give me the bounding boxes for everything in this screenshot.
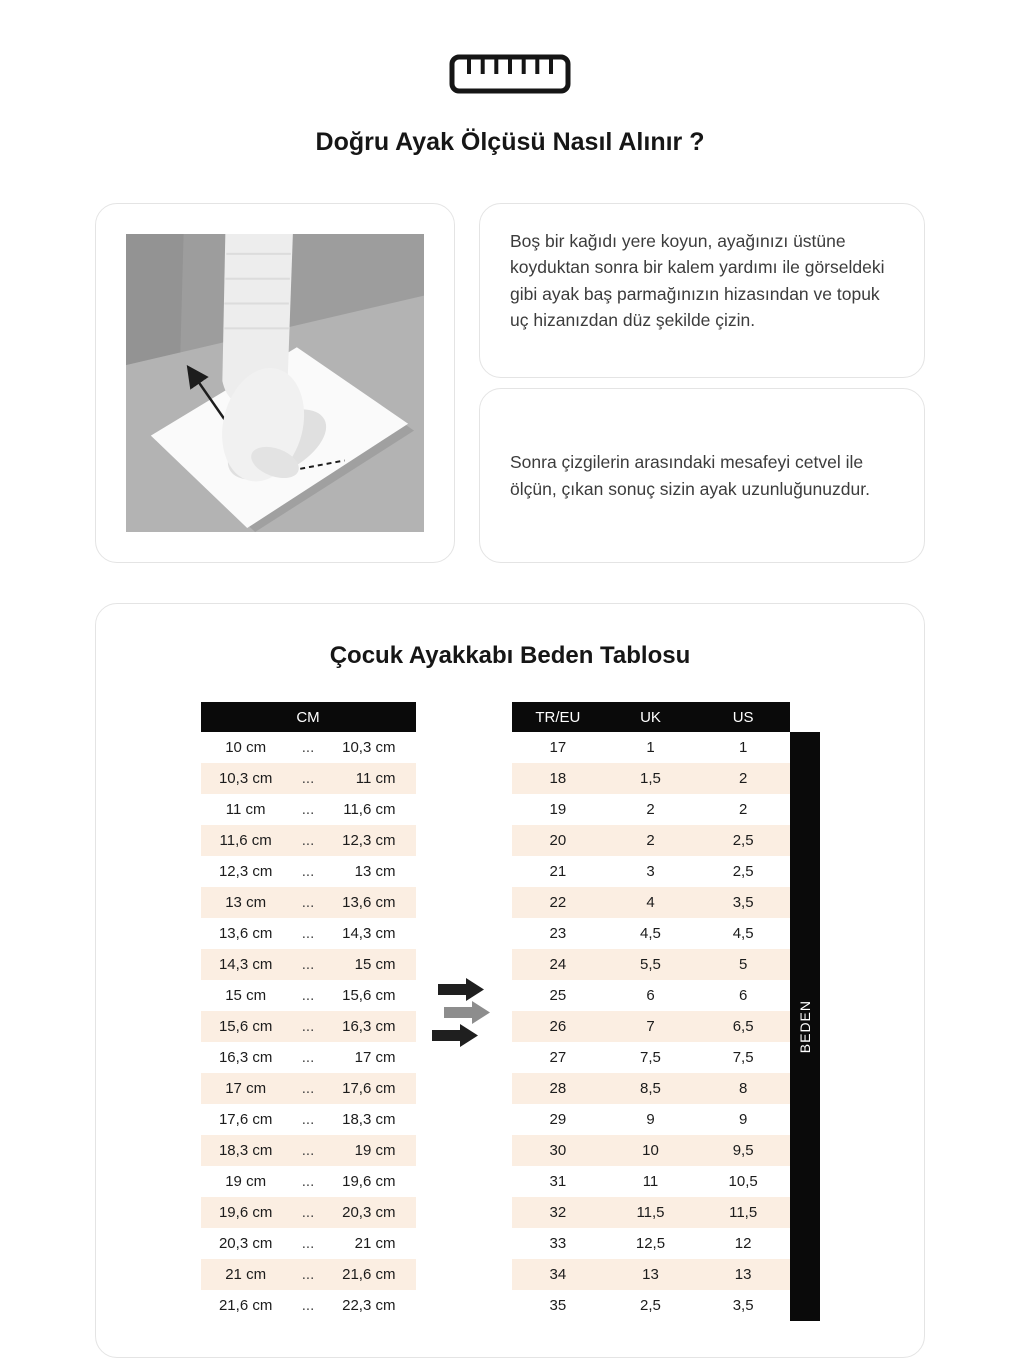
cm-table-row: 10 cm ... 10,3 cm <box>201 732 416 763</box>
size-tables <box>96 702 924 1321</box>
arrow-zone <box>416 702 512 1321</box>
cm-table-row: 11,6 cm ... 12,3 cm <box>201 825 416 856</box>
eu-table-row: 29 9 9 <box>512 1104 790 1135</box>
eu-table-row: 28 8,5 8 <box>512 1073 790 1104</box>
foot-measure-photo <box>126 234 424 532</box>
page-title: Doğru Ayak Ölçüsü Nasıl Alınır ? <box>315 128 705 156</box>
cm-table-row: 13,6 cm ... 14,3 cm <box>201 918 416 949</box>
instructions <box>479 203 925 563</box>
instruction-step-2-text: Sonra çizgilerin arasındaki mesafeyi cetvel ile ölçün, çıkan sonuç sizin ayak uzunluğunuzdur. <box>510 452 870 499</box>
cm-table-body <box>201 732 416 1321</box>
eu-table-row: 35 2,5 3,5 <box>512 1290 790 1321</box>
cm-table-row: 17 cm ... 17,6 cm <box>201 1073 416 1104</box>
cm-table-row: 12,3 cm ... 13 cm <box>201 856 416 887</box>
eu-table-row: 34 13 13 <box>512 1259 790 1290</box>
measurement-guide <box>95 203 925 563</box>
cm-table-row: 13 cm ... 13,6 cm <box>201 887 416 918</box>
eu-table-row: 18 1,5 2 <box>512 763 790 794</box>
size-table-card <box>95 603 925 1358</box>
cm-table <box>201 702 416 1321</box>
cm-table-row: 21,6 cm ... 22,3 cm <box>201 1290 416 1321</box>
eu-table-row: 27 7,5 7,5 <box>512 1042 790 1073</box>
cm-table-header <box>201 702 416 732</box>
eu-header-treu: TR/EU <box>535 708 581 726</box>
cm-header-label: CM <box>296 708 320 726</box>
ruler-icon <box>0 0 1020 94</box>
eu-table-body <box>512 732 790 1321</box>
ruler-icon-svg <box>449 54 571 94</box>
beden-side-bar <box>790 732 820 1321</box>
cm-table-row: 10,3 cm ... 11 cm <box>201 763 416 794</box>
cm-table-row: 15,6 cm ... 16,3 cm <box>201 1011 416 1042</box>
cm-table-row: 18,3 cm ... 19 cm <box>201 1135 416 1166</box>
cm-table-row: 15 cm ... 15,6 cm <box>201 980 416 1011</box>
cm-table-row: 21 cm ... 21,6 cm <box>201 1259 416 1290</box>
foot-photo-card <box>95 203 455 563</box>
beden-label: BEDEN <box>796 999 813 1054</box>
eu-table-row: 19 2 2 <box>512 794 790 825</box>
cm-table-row: 19,6 cm ... 20,3 cm <box>201 1197 416 1228</box>
eu-table-row: 23 4,5 4,5 <box>512 918 790 949</box>
eu-table-row: 22 4 3,5 <box>512 887 790 918</box>
eu-header-us: US <box>732 708 754 726</box>
instruction-step-1 <box>479 203 925 378</box>
eu-header-uk: UK <box>640 708 661 726</box>
instruction-step-2 <box>479 388 925 563</box>
eu-table-header <box>512 702 790 732</box>
cm-table-row: 20,3 cm ... 21 cm <box>201 1228 416 1259</box>
arrows-right-icon <box>430 976 498 1048</box>
size-table-title: Çocuk Ayakkabı Beden Tablosu <box>329 642 691 669</box>
cm-table-row: 19 cm ... 19,6 cm <box>201 1166 416 1197</box>
cm-table-row: 14,3 cm ... 15 cm <box>201 949 416 980</box>
eu-table-row: 33 12,5 12 <box>512 1228 790 1259</box>
instruction-step-1-text: Boş bir kağıdı yere koyun, ayağınızı üstüne koyduktan sonra bir kalem yardımı ile görseldeki gibi ayak baş parmağınızın hizasından ve topuk uç hizanızdan düz şekilde çizin. <box>510 231 885 330</box>
cm-table-row: 17,6 cm ... 18,3 cm <box>201 1104 416 1135</box>
eu-table-row: 24 5,5 5 <box>512 949 790 980</box>
eu-table-row: 17 1 1 <box>512 732 790 763</box>
eu-size-table <box>512 702 790 1321</box>
eu-table-row: 25 6 6 <box>512 980 790 1011</box>
eu-table-row: 21 3 2,5 <box>512 856 790 887</box>
foot-measure-illustration <box>126 234 424 532</box>
eu-table-row: 32 11,5 11,5 <box>512 1197 790 1228</box>
eu-table-row: 31 11 10,5 <box>512 1166 790 1197</box>
eu-table-row: 26 7 6,5 <box>512 1011 790 1042</box>
eu-table-row: 30 10 9,5 <box>512 1135 790 1166</box>
cm-table-row: 11 cm ... 11,6 cm <box>201 794 416 825</box>
eu-table-row: 20 2 2,5 <box>512 825 790 856</box>
cm-table-row: 16,3 cm ... 17 cm <box>201 1042 416 1073</box>
